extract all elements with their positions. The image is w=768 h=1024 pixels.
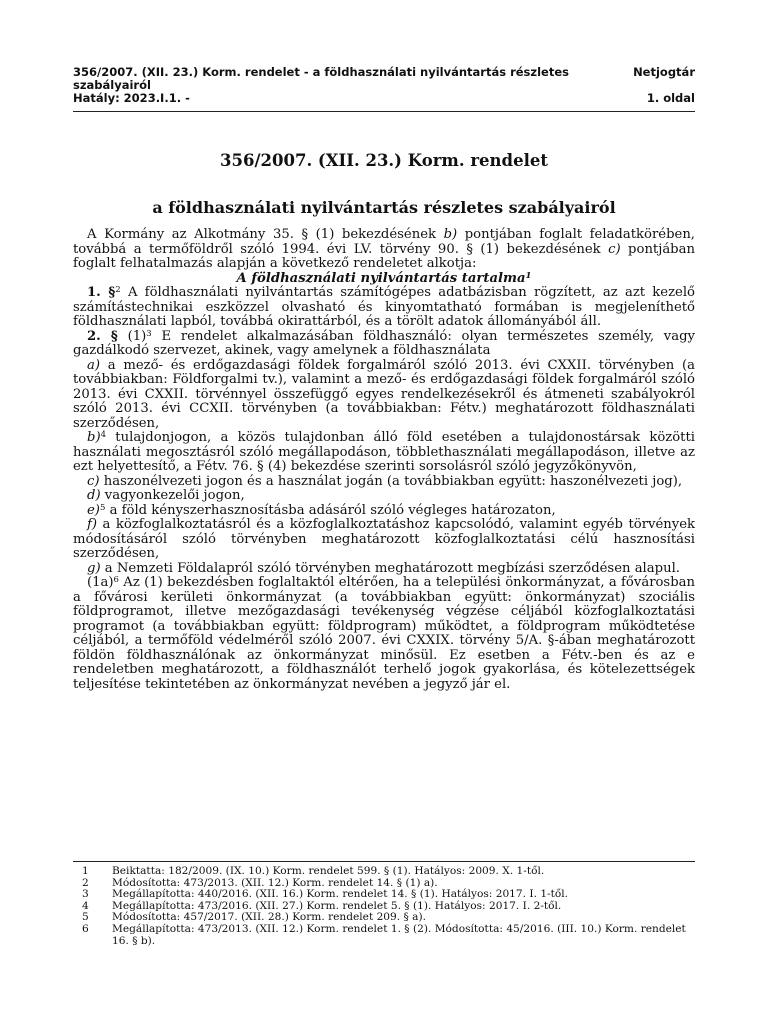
footnote: 2 Módosította: 473/2013. (XII. 12.) Korm. rendelet 14. § (1) a). [82, 876, 438, 889]
header-document-title: 356/2007. (XII. 23.) Korm. rendelet - a földhasználati nyilvántartás részletes szabályairól [73, 65, 569, 92]
header-page-number: 1. oldal [646, 91, 695, 105]
footnote: 1 Beiktatta: 182/2009. (IX. 10.) Korm. rendelet 599. § (1). Hatályos: 2009. X. 1-től. [82, 865, 545, 877]
page-header [73, 66, 695, 112]
list-item-b: b)$^4$ tulajdonjogon, a közös tulajdonban álló föld esetében a tulajdonostársak közötti használati megosztásról szóló megállapodáson, többlethasználati megállapodáson, illetve az ezt helyettesítő, a Fétv. 76. § (4) bekezdése szerinti sorsolásról szóló jegyzőkönyvön, [73, 430, 695, 474]
footnote: 5 Módosította: 457/2017. (XII. 28.) Korm. rendelet 209. § a). [82, 911, 427, 924]
footnote-ref[interactable]: 4 [100, 430, 107, 440]
footnote-ref[interactable]: 5 [99, 502, 106, 513]
footnote-ref[interactable]: 6 [113, 575, 119, 585]
footnote: 6 Megállapította: 473/2013. (XII. 12.) Korm. rendelet 1. § (2). Módosította: 45/2016. (III. 10.) Korm. rendelet 16. § b). [82, 922, 686, 947]
footnote: 3 Megállapította: 440/2016. (XII. 16.) Korm. rendelet 14. § (1). Hatályos: 2017. I. 1-től. [82, 888, 569, 901]
list-item-c: c) haszonélvezeti jogon és a használat jogán (a továbbiakban együtt: haszonélvezeti jog), [87, 473, 683, 489]
preamble: A Kormány az Alkotmány 35. § (1) bekezdésének b) pontjában foglalt feladatkörében, továbbá a termőföldről szóló 1994. évi LV. törvény 90. § (1) bekezdésének c) pontjában foglalt felhatalmazás alapján a következő rendeletet alkotja: [73, 227, 696, 271]
paragraph-1a: $(1a)^6$ Az (1) bekezdésben foglaltaktól eltérően, ha a települési önkormányzat, a fővárosban a fővárosi kerületi önkormányzat (a továbbiakban együtt: önkormányzat) szociális földprogramot, illetve mezőgazdasági tevékenység végzése céljából közfoglalkoztatási programot (a továbbiakban együtt: földprogram) működtet, a földprogram működtetése céljából, a termőföld védelméről szóló 2007. évi CXXIX. törvény 5/A. §-ában meghatározott földön földhasználónak az önkormányzat minősül. Ez esetben a Fétv.-ben és az e rendeletben meghatározott, a földhasználót terhelő jogok gyakorlása, és kötelezettségek teljesítése tekintetében az önkormányzat nevében a jegyző jár el. [73, 575, 695, 692]
footnote-separator [73, 861, 695, 862]
footnote: 4 Megállapította: 473/2016. (XII. 27.) Korm. rendelet 5. § (1). Hatályos: 2017. I. 2-től. [82, 899, 562, 912]
list-item-e: e)$^5$ a föld kényszerhasznosításba adásáról szóló végleges határozaton, [87, 502, 556, 518]
list-item-a: a) a mező- és erdőgazdasági földek forgalmáról szóló 2013. évi CXXII. törvényben (a továbbiakban: Földforgalmi tv.), valamint a mező- és erdőgazdasági földek forgalmáról szóló 2013. évi CXXII. törvénnyel összefüggő egyes rendelkezésekről és átmeneti szabályokról szóló 2013. évi CCXII. törvényben (a továbbiakban: Fétv.) meghatározott földhasználati szerződésen, [73, 357, 695, 431]
footnote-ref[interactable]: 1 [525, 270, 532, 281]
section-heading: A földhasználati nyilvántartás tartalma$^1$ [236, 270, 532, 286]
document-subtitle: a földhasználati nyilvántartás részletes szabályairól [152, 198, 616, 217]
list-item-f: f) a közfoglalkoztatásról és a közfoglalkoztatáshoz kapcsolódó, valamint egyéb törvények módosításáról szóló törvényben meghatározott közfoglalkoztatási célú hasznosítási szerződésen, [73, 517, 695, 561]
document-body [73, 228, 695, 692]
footnotes [82, 866, 692, 947]
paragraph-2: 2. § $(1)^3$ E rendelet alkalmazásában földhasználó: olyan természetes személy, vagy gazdálkodó szervezet, akinek, vagy amelynek a földhasználata [73, 328, 695, 358]
footnote-ref[interactable]: 2 [115, 285, 121, 295]
header-source: Netjogtár [633, 65, 695, 79]
list-item-d: d) vagyonkezelői jogon, [87, 488, 245, 503]
paragraph-1: 1. §$^2$ A földhasználati nyilvántartás számítógépes adatbázisban rögzített, az azt kezelő számítástechnikai eszközzel olvasható és kinyomtatható formában is megjeleníthető földhasználati lapból, továbbá okirattárból, és a törölt adatok állományából áll. [73, 285, 695, 329]
footnote-ref[interactable]: 3 [146, 328, 152, 339]
list-item-g: g) a Nemzeti Földalapról szóló törvényben meghatározott megbízási szerződésen alapul. [87, 560, 680, 576]
header-validity: Hatály: 2023.I.1. - [73, 91, 190, 105]
document-title: 356/2007. (XII. 23.) Korm. rendelet [220, 151, 548, 170]
